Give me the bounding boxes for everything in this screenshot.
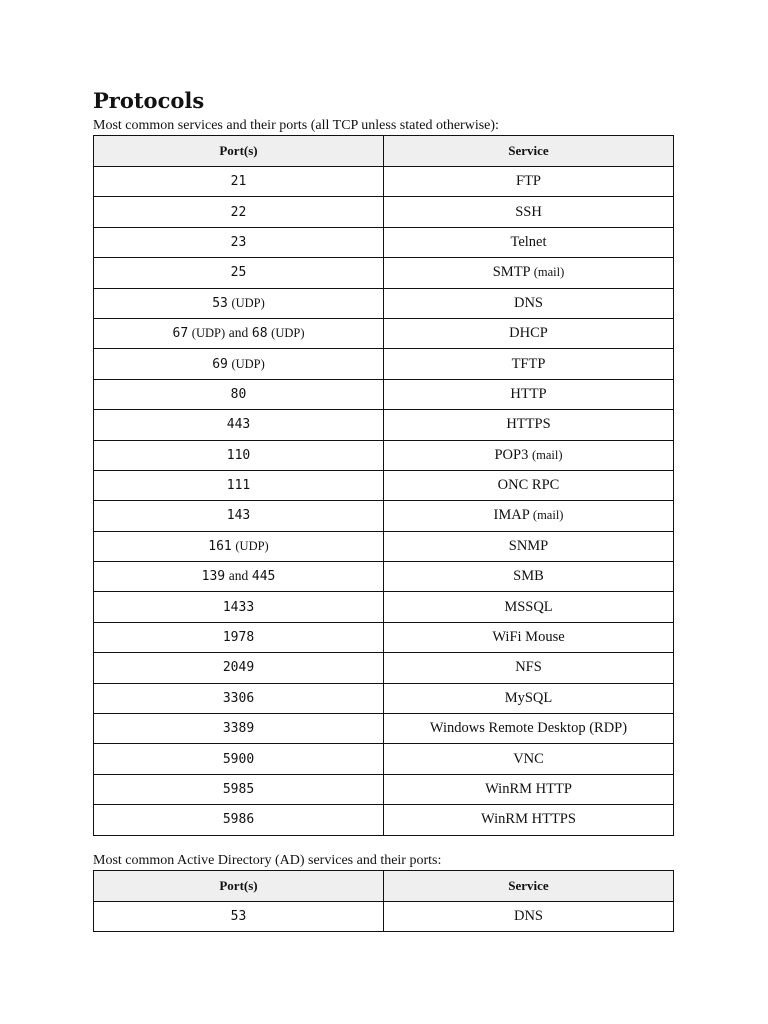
- table-row: [94, 349, 674, 379]
- table-row: [94, 683, 674, 713]
- table-row: [94, 805, 674, 835]
- port-cell: [94, 902, 384, 932]
- port-cell: [94, 744, 384, 774]
- protocol-note: (UDP): [231, 295, 265, 310]
- port-number: 161: [208, 538, 232, 554]
- table-row: [94, 501, 674, 531]
- port-cell: [94, 410, 384, 440]
- table-row: [94, 531, 674, 561]
- table-row: [94, 197, 674, 227]
- ad-services-intro: Most common Active Directory (AD) services and their ports:: [93, 853, 442, 868]
- service-cell: [384, 470, 674, 500]
- service-name: Windows Remote Desktop (RDP): [429, 720, 628, 737]
- service-note: (mail): [533, 265, 565, 280]
- port-number: 143: [226, 508, 251, 524]
- service-cell: [384, 227, 674, 257]
- common-services-table: [93, 135, 674, 836]
- port-number: 1433: [222, 599, 255, 615]
- table-header-row: [94, 871, 674, 902]
- service-cell: [384, 531, 674, 561]
- service-name: SNMP: [508, 537, 549, 554]
- service-cell: [384, 683, 674, 713]
- service-cell: [384, 562, 674, 592]
- page-title: Protocols: [93, 88, 205, 113]
- port-number: 111: [226, 478, 251, 494]
- port-number: 22: [230, 204, 247, 220]
- port-cell: [94, 318, 384, 348]
- table-row: [94, 167, 674, 197]
- table-header-row: [94, 136, 674, 167]
- port-cell: [94, 440, 384, 470]
- port-number-secondary: 68: [251, 326, 268, 342]
- table-row: [94, 258, 674, 288]
- port-joiner: and: [228, 568, 249, 584]
- port-cell: [94, 227, 384, 257]
- port-number: 67: [172, 326, 189, 342]
- common-services-intro: Most common services and their ports (all TCP unless stated otherwise):: [93, 118, 499, 133]
- service-cell: [384, 744, 674, 774]
- service-name: WinRM HTTPS: [481, 811, 576, 828]
- ports-column-header: Port(s): [94, 136, 384, 167]
- table-row: [94, 227, 674, 257]
- service-name: HTTP: [510, 385, 547, 402]
- port-cell: [94, 653, 384, 683]
- port-number-secondary: 445: [251, 569, 276, 585]
- port-cell: [94, 531, 384, 561]
- service-cell: [384, 167, 674, 197]
- service-name: VNC: [513, 750, 544, 767]
- port-number: 3389: [222, 721, 255, 737]
- port-cell: [94, 501, 384, 531]
- service-cell: [384, 592, 674, 622]
- port-cell: [94, 774, 384, 804]
- service-cell: [384, 197, 674, 227]
- port-cell: [94, 470, 384, 500]
- service-name: FTP: [516, 173, 541, 190]
- port-cell: [94, 622, 384, 652]
- port-number: 69: [212, 356, 228, 372]
- service-name: SMTP: [492, 264, 531, 281]
- table-row: [94, 714, 674, 744]
- service-name: MSSQL: [504, 598, 553, 615]
- service-cell: [384, 902, 674, 932]
- service-cell: [384, 805, 674, 835]
- service-cell: [384, 774, 674, 804]
- service-cell: [384, 379, 674, 409]
- table-row: [94, 774, 674, 804]
- service-name: DHCP: [509, 325, 548, 342]
- service-name: Telnet: [510, 233, 547, 250]
- service-cell: [384, 258, 674, 288]
- port-number: 1978: [222, 630, 255, 646]
- service-name: NFS: [515, 659, 542, 676]
- service-cell: [384, 501, 674, 531]
- port-number: 25: [230, 265, 247, 281]
- port-cell: [94, 258, 384, 288]
- table-row: [94, 653, 674, 683]
- service-cell: [384, 440, 674, 470]
- table-row: [94, 318, 674, 348]
- table-row: [94, 288, 674, 318]
- port-cell: [94, 197, 384, 227]
- port-cell: [94, 288, 384, 318]
- port-number: 80: [230, 386, 247, 402]
- service-column-header: Service: [384, 871, 674, 902]
- ad-services-rows: [94, 902, 674, 932]
- protocol-note: (UDP): [235, 538, 269, 553]
- service-name: HTTPS: [506, 416, 551, 433]
- port-cell: [94, 349, 384, 379]
- service-note: (mail): [531, 447, 563, 462]
- port-number: 53: [230, 909, 247, 925]
- service-cell: [384, 410, 674, 440]
- service-name: TFTP: [511, 355, 546, 372]
- service-name: DNS: [513, 908, 543, 925]
- table-row: [94, 470, 674, 500]
- table-row: [94, 902, 674, 932]
- service-name: IMAP: [493, 507, 530, 524]
- table-row: [94, 744, 674, 774]
- service-cell: [384, 714, 674, 744]
- table-row: [94, 379, 674, 409]
- service-name: DNS: [513, 294, 543, 311]
- service-name: SSH: [515, 203, 542, 220]
- table-row: [94, 622, 674, 652]
- service-name: POP3: [494, 446, 529, 463]
- ports-column-header: Port(s): [94, 871, 384, 902]
- port-cell: [94, 714, 384, 744]
- port-cell: [94, 805, 384, 835]
- port-cell: [94, 167, 384, 197]
- service-cell: [384, 653, 674, 683]
- port-number: 3306: [222, 690, 255, 706]
- service-name: SMB: [513, 568, 544, 585]
- port-number: 139: [201, 569, 226, 585]
- ad-services-table: [93, 870, 674, 932]
- port-cell: [94, 379, 384, 409]
- service-note: (mail): [532, 508, 564, 523]
- protocol-note: (UDP): [191, 326, 226, 341]
- port-number: 5986: [222, 812, 255, 828]
- service-column-header: Service: [384, 136, 674, 167]
- table-row: [94, 410, 674, 440]
- port-cell: [94, 592, 384, 622]
- table-row: [94, 440, 674, 470]
- port-number: 5900: [222, 751, 255, 767]
- service-cell: [384, 318, 674, 348]
- port-cell: [94, 683, 384, 713]
- port-number: 23: [230, 234, 247, 250]
- port-number: 21: [230, 174, 247, 190]
- table-row: [94, 592, 674, 622]
- port-number: 110: [226, 447, 251, 463]
- protocol-note-secondary: (UDP): [271, 326, 305, 341]
- service-name: MySQL: [504, 689, 553, 706]
- service-cell: [384, 349, 674, 379]
- service-name: WinRM HTTP: [485, 781, 572, 797]
- port-number: 53: [212, 295, 228, 311]
- protocol-note: (UDP): [231, 356, 265, 371]
- service-name: ONC RPC: [497, 477, 560, 494]
- port-cell: [94, 562, 384, 592]
- service-cell: [384, 622, 674, 652]
- service-cell: [384, 288, 674, 318]
- common-services-rows: [94, 167, 674, 836]
- table-row: [94, 562, 674, 592]
- service-name: WiFi Mouse: [492, 629, 565, 646]
- port-number: 5985: [222, 782, 255, 797]
- port-number: 2049: [222, 660, 255, 676]
- port-joiner: and: [228, 325, 249, 341]
- port-number: 443: [226, 417, 251, 433]
